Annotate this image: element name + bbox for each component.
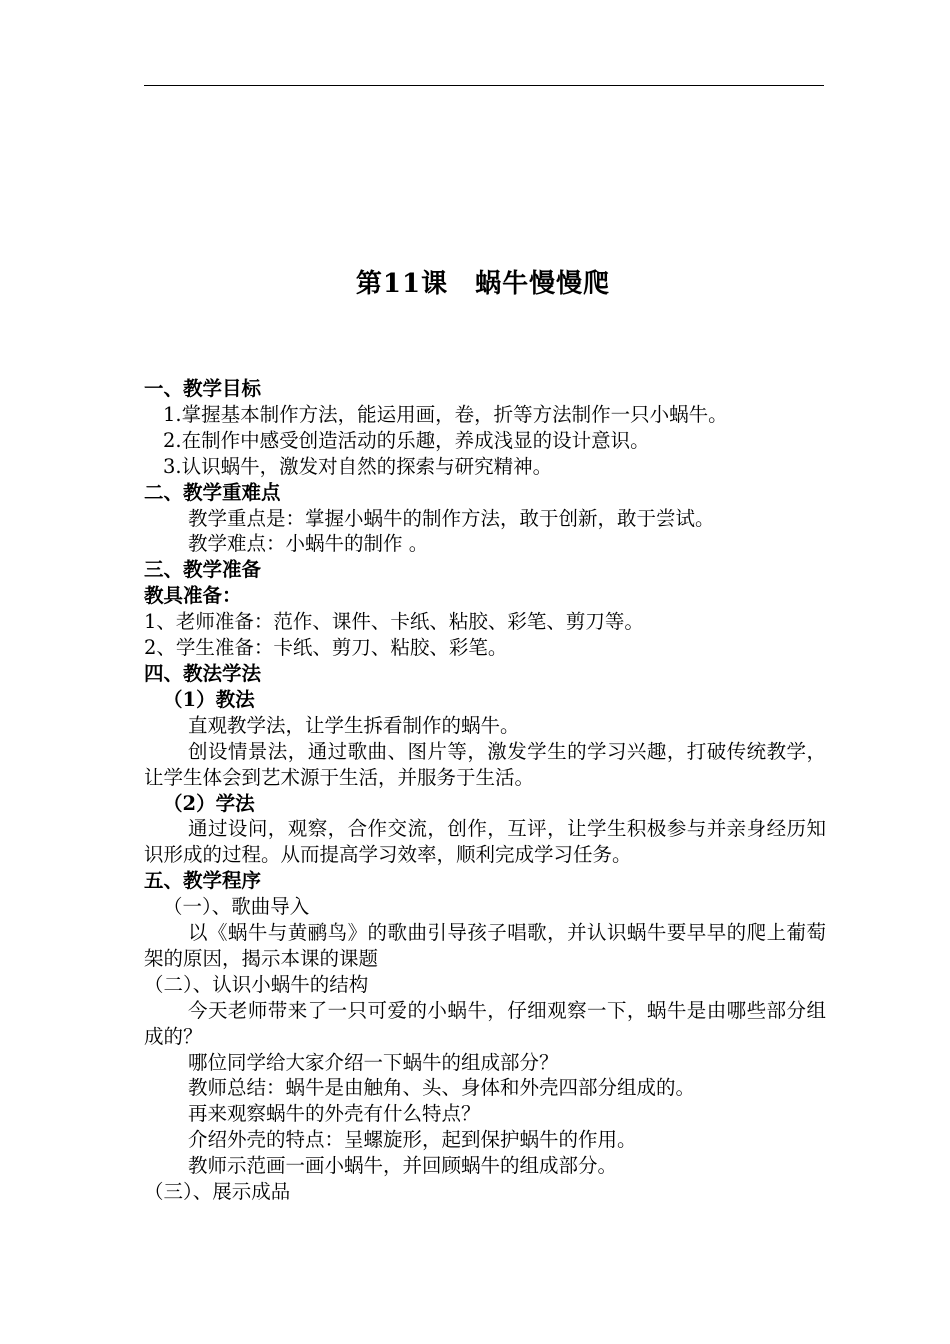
procedure-step2-p3: 教师总结：蜗牛是由触角、头、身体和外壳四部分组成的。 (188, 1076, 696, 1100)
objective-item-1: 1.掌握基本制作方法，能运用画，卷，折等方法制作一只小蜗牛。 (163, 402, 728, 426)
section-heading-procedure: 五、教学程序 (144, 869, 262, 893)
procedure-step1-p1: 以《蜗牛与黄鹂鸟》的歌曲引导孩子唱歌，并认识蜗牛要早早的爬上葡萄架的原因，揭示本课的课题 (144, 921, 826, 970)
procedure-step2-p6: 教师示范画一画小蜗牛，并回顾蜗牛的组成部分。 (188, 1154, 618, 1178)
objective-item-3: 3.认识蜗牛，激发对自然的探索与研究精神。 (163, 454, 553, 478)
procedure-step2-heading: （二）、认识小蜗牛的结构 (144, 972, 369, 996)
key-point-text: 教学重点是：掌握小蜗牛的制作方法，敢于创新，敢于尝试。 (188, 506, 715, 530)
procedure-step2-p4: 再来观察蜗牛的外壳有什么特点？ (188, 1102, 481, 1126)
objective-item-2: 2.在制作中感受创造活动的乐趣，养成浅显的设计意识。 (163, 428, 650, 452)
procedure-step2-p1: 今天老师带来了一只可爱的小蜗牛，仔细观察一下，蜗牛是由哪些部分组成的？ (144, 998, 826, 1048)
procedure-step2-p5: 介绍外壳的特点：呈螺旋形，起到保护蜗牛的作用。 (188, 1128, 637, 1152)
tools-heading: 教具准备： (144, 584, 242, 608)
student-preparation: 2、学生准备：卡纸、剪刀、粘胶、彩笔。 (144, 636, 508, 660)
teacher-preparation: 1、老师准备：范作、课件、卡纸、粘胶、彩笔、剪刀等。 (144, 610, 644, 634)
document-body (144, 376, 826, 1205)
learning-method-p1: 通过设问，观察，合作交流，创作，互评，让学生积极参与并亲身经历知识形成的过程。从而提高学习效率，顺利完成学习任务。 (144, 817, 826, 867)
teaching-method-heading: （1）教法 (163, 687, 255, 711)
section-heading-methods: 四、教法学法 (144, 661, 262, 685)
procedure-step2-p2: 哪位同学给大家介绍一下蜗牛的组成部分？ (188, 1050, 559, 1074)
teaching-method-p1: 直观教学法，让学生拆看制作的蜗牛。 (188, 713, 520, 737)
page-title: 第11课 蜗牛慢慢爬 (355, 269, 611, 299)
header-rule (144, 85, 824, 86)
learning-method-heading: （2）学法 (163, 791, 255, 815)
procedure-step3-heading: （三）、展示成品 (144, 1180, 291, 1204)
section-heading-objectives: 一、教学目标 (144, 377, 262, 400)
procedure-step1-heading: （一）、歌曲导入 (163, 895, 310, 919)
teaching-method-p2: 创设情景法，通过歌曲、图片等，激发学生的学习兴趣，打破传统教学，让学生体会到艺术源于生活，并服务于生活。 (144, 739, 826, 789)
section-heading-key-points: 二、教学重难点 (144, 480, 281, 504)
difficult-point-text: 教学难点：小蜗牛的制作 。 (188, 532, 429, 556)
section-heading-preparation: 三、教学准备 (144, 558, 262, 582)
